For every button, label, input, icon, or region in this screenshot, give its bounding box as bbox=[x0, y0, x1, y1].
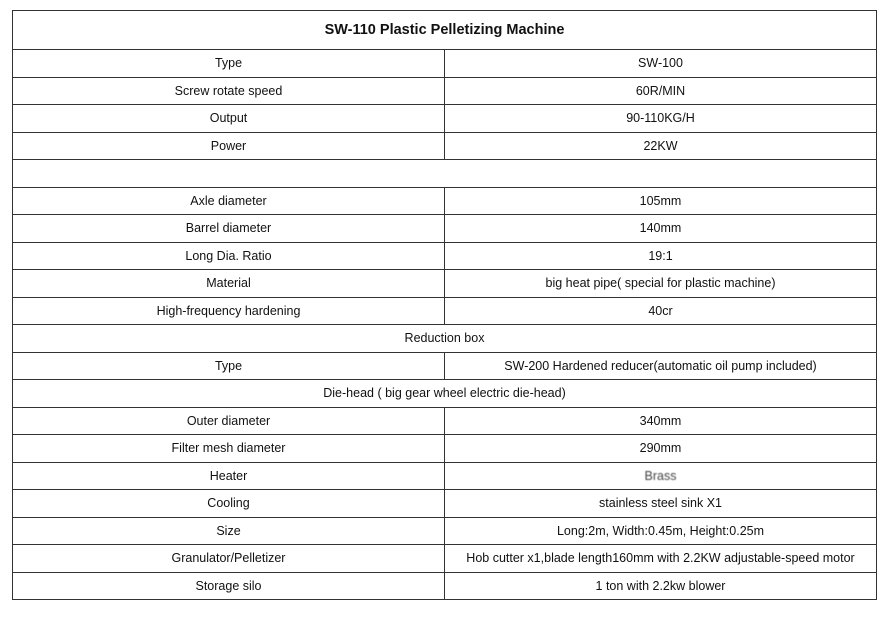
row-value: 105mm bbox=[445, 187, 877, 215]
row-label: Screw rotate speed bbox=[13, 77, 445, 105]
row-label: Type bbox=[13, 352, 445, 380]
row-label: Long Dia. Ratio bbox=[13, 242, 445, 270]
row-label: Filter mesh diameter bbox=[13, 435, 445, 463]
row-value: 340mm bbox=[445, 407, 877, 435]
row-value: Brass bbox=[445, 462, 877, 490]
row-value: 19:1 bbox=[445, 242, 877, 270]
row-value: 22KW bbox=[445, 132, 877, 160]
table-row bbox=[13, 132, 877, 160]
section-header-diehead: Die-head ( big gear wheel electric die-head) bbox=[13, 380, 877, 408]
table-row bbox=[13, 187, 877, 215]
table-row bbox=[13, 297, 877, 325]
empty-row bbox=[13, 160, 877, 188]
table-row bbox=[13, 50, 877, 78]
row-label: Material bbox=[13, 270, 445, 298]
table-row bbox=[13, 407, 877, 435]
table-row bbox=[13, 572, 877, 600]
table-row bbox=[13, 215, 877, 243]
table-row bbox=[13, 462, 877, 490]
row-value: SW-200 Hardened reducer(automatic oil pump included) bbox=[445, 352, 877, 380]
row-label: High-frequency hardening bbox=[13, 297, 445, 325]
row-label: Axle diameter bbox=[13, 187, 445, 215]
row-value: stainless steel sink X1 bbox=[445, 490, 877, 518]
table-row bbox=[13, 77, 877, 105]
table-title: SW-110 Plastic Pelletizing Machine bbox=[13, 11, 877, 50]
row-label: Outer diameter bbox=[13, 407, 445, 435]
row-value: SW-100 bbox=[445, 50, 877, 78]
section-row bbox=[13, 380, 877, 408]
empty-cell bbox=[13, 160, 877, 188]
row-value: 90-110KG/H bbox=[445, 105, 877, 133]
row-label: Size bbox=[13, 517, 445, 545]
row-label: Granulator/Pelletizer bbox=[13, 545, 445, 573]
row-value: 40cr bbox=[445, 297, 877, 325]
row-value: 60R/MIN bbox=[445, 77, 877, 105]
table-row bbox=[13, 490, 877, 518]
table-row bbox=[13, 435, 877, 463]
spec-table bbox=[12, 10, 877, 600]
row-value: 1 ton with 2.2kw blower bbox=[445, 572, 877, 600]
row-value: Hob cutter x1,blade length160mm with 2.2KW adjustable-speed motor bbox=[445, 545, 877, 573]
section-header-reduction: Reduction box bbox=[13, 325, 877, 353]
row-value: Long:2m, Width:0.45m, Height:0.25m bbox=[445, 517, 877, 545]
title-row bbox=[13, 11, 877, 50]
row-value: 140mm bbox=[445, 215, 877, 243]
table-row bbox=[13, 270, 877, 298]
row-label: Heater bbox=[13, 462, 445, 490]
row-label: Cooling bbox=[13, 490, 445, 518]
spec-table-container bbox=[12, 10, 876, 600]
row-value: big heat pipe( special for plastic machine) bbox=[445, 270, 877, 298]
table-row bbox=[13, 517, 877, 545]
table-row bbox=[13, 105, 877, 133]
row-value: 290mm bbox=[445, 435, 877, 463]
row-label: Type bbox=[13, 50, 445, 78]
table-row bbox=[13, 352, 877, 380]
row-label: Power bbox=[13, 132, 445, 160]
section-row bbox=[13, 325, 877, 353]
table-row bbox=[13, 242, 877, 270]
table-row bbox=[13, 545, 877, 573]
row-label: Barrel diameter bbox=[13, 215, 445, 243]
row-label: Output bbox=[13, 105, 445, 133]
row-label: Storage silo bbox=[13, 572, 445, 600]
